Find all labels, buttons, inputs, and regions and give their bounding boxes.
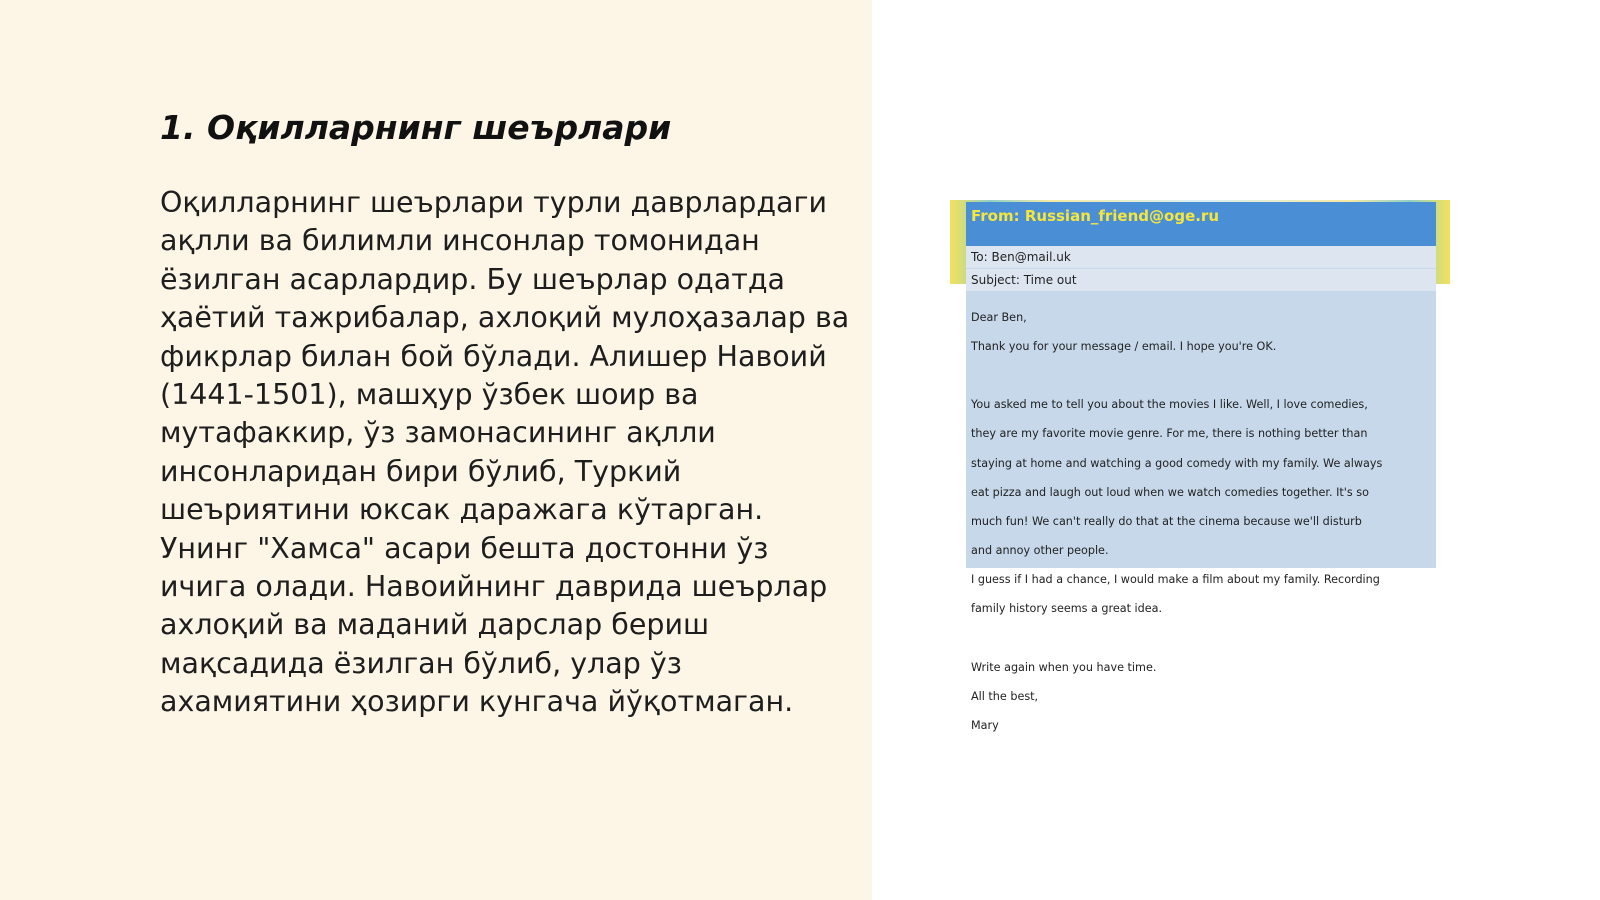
email-body-line: family history seems a great idea. (971, 602, 1163, 616)
email-body-line: Mary (971, 719, 999, 733)
email-body-line (971, 632, 1431, 647)
email-from-header: From: Russian_friend@oge.ru (966, 202, 1436, 246)
email-body (971, 296, 1431, 748)
email-screenshot-image (950, 200, 1450, 733)
email-body-line: much fun! We can't really do that at the cinema because we'll disturb (971, 514, 1362, 528)
email-body-line: Dear Ben, (971, 310, 1027, 324)
email-subject-field: Subject: Time out (966, 269, 1436, 291)
email-body-line (971, 369, 1431, 384)
email-body-line: All the best, (971, 690, 1039, 704)
email-body-line: they are my favorite movie genre. For me, there is nothing better than (971, 427, 1368, 441)
email-body-line: staying at home and watching a good comedy with my family. We always (971, 456, 1383, 470)
email-card (966, 202, 1436, 733)
email-body-line: Thank you for your message / email. I hope you're OK. (971, 339, 1277, 353)
slide-title: 1. Оқилларнинг шеърлари (160, 108, 672, 147)
email-body-line: You asked me to tell you about the movies I like. Well, I love comedies, (971, 398, 1368, 412)
email-to-field: To: Ben@mail.uk (966, 246, 1436, 268)
email-body-line: I guess if I had a chance, I would make a film about my family. Recording (971, 573, 1380, 587)
email-body-line: eat pizza and laugh out loud when we watch comedies together. It's so (971, 485, 1369, 499)
slide-body-text: Оқилларнинг шеърлари турли даврлардаги ақлли ва билимли инсонлар томонидан ёзилган асарлардир. Бу шеърлар одатда ҳаётий тажрибалар, ахлоқий мулоҳазалар ва фикрлар билан бой бўлади. Алишер Навоий (1441-1501), машҳур ўзбек шоир ва мутафаккир, ўз замонасининг ақлли инсонларидан бири бўлиб, Туркий шеъриятини юксак даражага кўтарган. Унинг "Хамса" асари бешта достонни ўз ичига олади. Навоийнинг даврида шеърлар ахлоқий ва маданий дарслар бериш мақсадида ёзилган бўлиб, улар ўз ахамиятини ҳозирги кунгача йўқотмаган. (160, 186, 850, 719)
email-body-line: Write again when you have time. (971, 660, 1157, 674)
email-body-line: and annoy other people. (971, 544, 1109, 558)
